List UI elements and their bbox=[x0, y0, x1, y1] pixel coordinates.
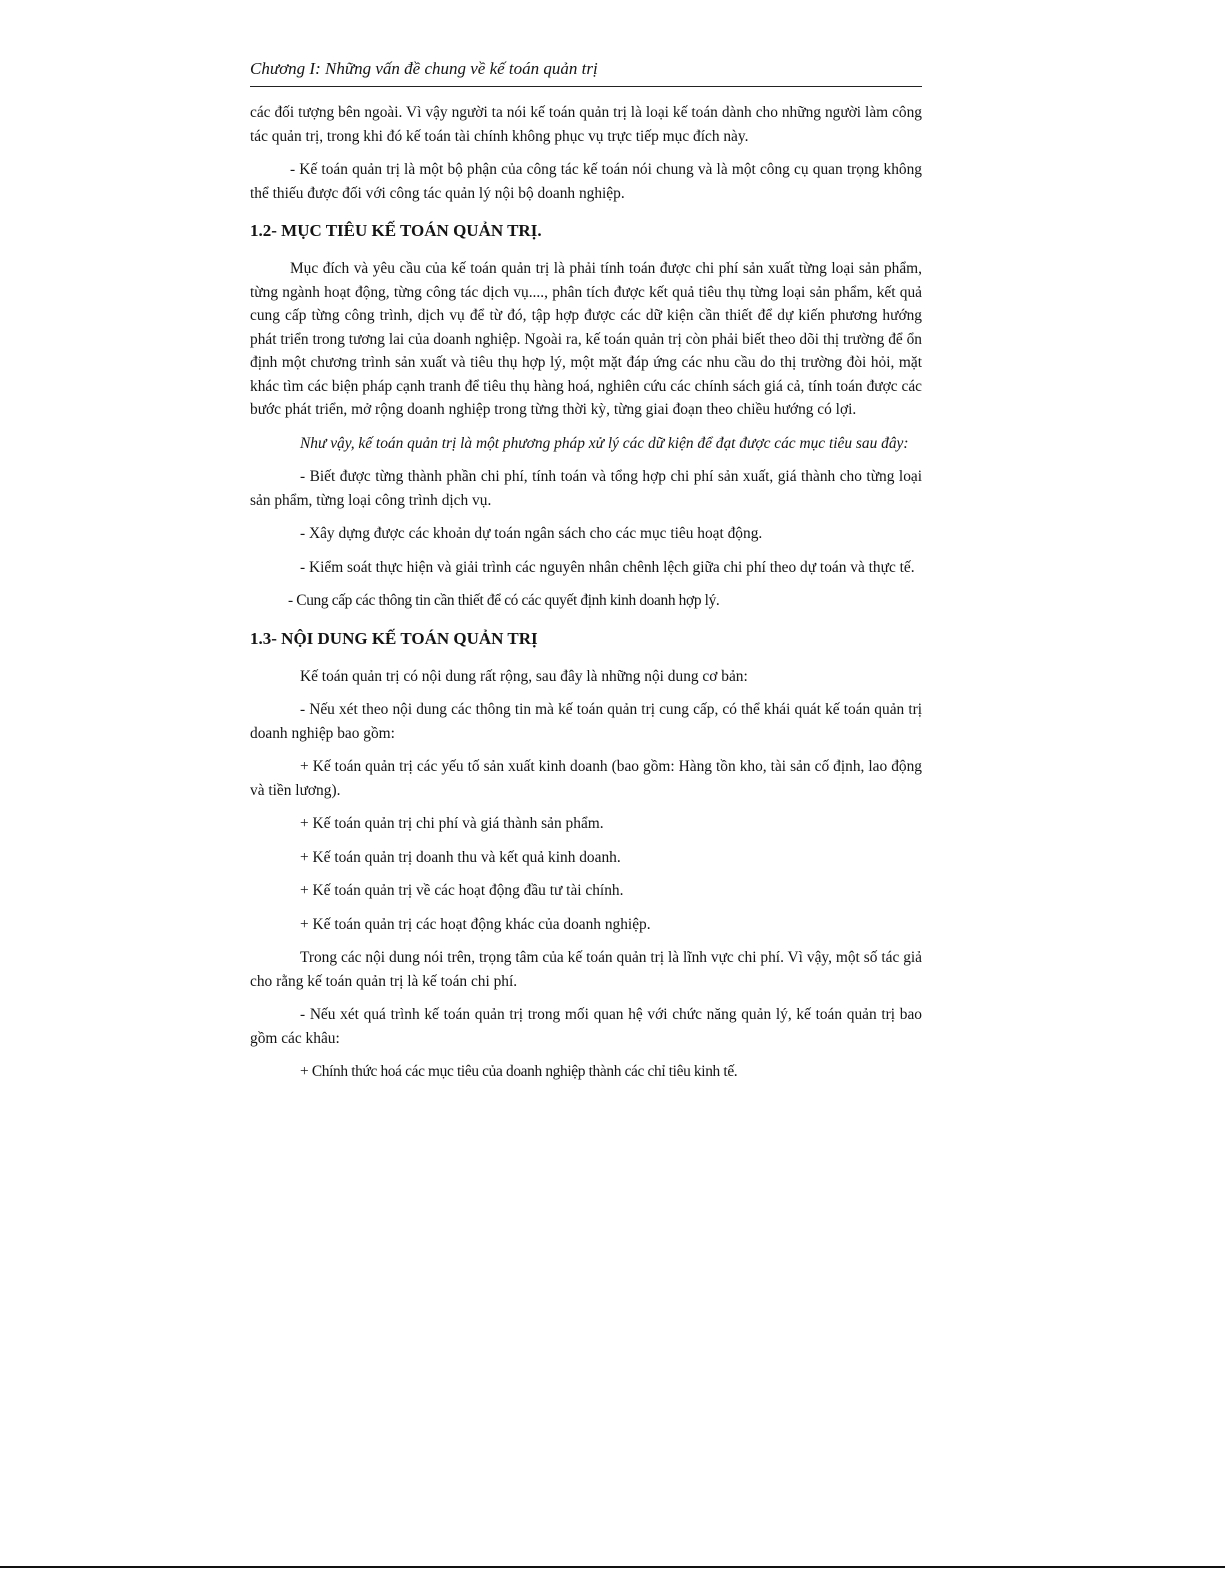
info-item-5: + Kế toán quản trị các hoạt động khác của doanh nghiệp. bbox=[300, 915, 651, 933]
goal-item-3: - Kiểm soát thực hiện và giải trình các nguyên nhân chênh lệch giữa chi phí theo dự toán và thực tế. bbox=[300, 558, 915, 576]
info-item-4: + Kế toán quản trị về các hoạt động đầu tư tài chính. bbox=[300, 882, 624, 899]
paragraph-by-information: - Nếu xét theo nội dung các thông tin mà kế toán quản trị cung cấp, có thể khái quát kế toán quản trị doanh nghiệp bao gồm: bbox=[250, 701, 922, 742]
goal-item-1: - Biết được từng thành phần chi phí, tính toán và tổng hợp chi phí sản xuất, giá thành cho từng loại sản phẩm, từng loại công trình dịch vụ. bbox=[250, 468, 922, 509]
page-bottom-border bbox=[0, 1566, 1225, 1568]
process-item-1: + Chính thức hoá các mục tiêu của doanh nghiệp thành các chỉ tiêu kinh tế. bbox=[300, 1063, 738, 1080]
section-heading-1-2: 1.2- MỤC TIÊU KẾ TOÁN QUẢN TRỊ. bbox=[250, 221, 542, 240]
document-page bbox=[250, 58, 922, 1094]
info-item-1: + Kế toán quản trị các yếu tố sản xuất kinh doanh (bao gồm: Hàng tồn kho, tài sản cố định, lao động và tiền lương). bbox=[250, 758, 922, 799]
paragraph-management-tool: - Kế toán quản trị là một bộ phận của công tác kế toán nói chung và là một công cụ quan trọng không thể thiếu được đối với công tác quản lý nội bộ doanh nghiệp. bbox=[250, 161, 922, 202]
info-item-2: + Kế toán quản trị chi phí và giá thành sản phẩm. bbox=[300, 815, 604, 832]
goal-item-4: - Cung cấp các thông tin cần thiết để có các quyết định kinh doanh hợp lý. bbox=[288, 592, 720, 609]
goal-item-2: - Xây dựng được các khoản dự toán ngân sách cho các mục tiêu hoạt động. bbox=[300, 525, 763, 542]
paragraph-content-scope: Kế toán quản trị có nội dung rất rộng, sau đây là những nội dung cơ bản: bbox=[300, 667, 748, 685]
paragraph-purpose: Mục đích và yêu cầu của kế toán quản trị là phải tính toán được chi phí sản xuất từng loại sản phẩm, từng ngành hoạt động, từng công tác dịch vụ...., phân tích được kết quả tiêu thụ từng loại sản phẩm, kết quả cung cấp từng công trình, dịch vụ để từ đó, tập hợp được các dữ kiện cần thiết để dự kiến phương hướng phát triển trong tương lai của doanh nghiệp. Ngoài ra, kế toán quản trị còn phải biết theo dõi thị trường để ổn định một chương trình sản xuất và tiêu thụ hợp lý, một mặt đáp ứng các nhu cầu do thị trường đòi hỏi, mặt khác tìm các biện pháp cạnh tranh để tiêu thụ hàng hoá, nghiên cứu các chính sách giá cả, tính toán được các bước phát triển, mở rộng doanh nghiệp trong từng thời kỳ, từng giai đoạn theo chiều hướng có lợi. bbox=[250, 260, 922, 418]
running-header: Chương I: Những vấn đề chung về kế toán quản trị bbox=[250, 58, 922, 87]
info-item-3: + Kế toán quản trị doanh thu và kết quả kinh doanh. bbox=[300, 848, 621, 866]
paragraph-cost-focus: Trong các nội dung nói trên, trọng tâm của kế toán quản trị là lĩnh vực chi phí. Vì vậy, một số tác giả cho rằng kế toán quản trị là kế toán chi phí. bbox=[250, 949, 922, 990]
paragraph-goals-intro: Như vậy, kế toán quản trị là một phương pháp xử lý các dữ kiện để đạt được các mục tiêu sau đây: bbox=[300, 434, 909, 452]
paragraph-by-process: - Nếu xét quá trình kế toán quản trị trong mối quan hệ với chức năng quản lý, kế toán quản trị bao gồm các khâu: bbox=[250, 1006, 922, 1047]
paragraph-intro-continuation: các đối tượng bên ngoài. Vì vậy người ta nói kế toán quản trị là loại kế toán dành cho những người làm công tác quản trị, trong khi đó kế toán tài chính không phục vụ trực tiếp mục đích này. bbox=[250, 104, 922, 145]
section-heading-1-3: 1.3- NỘI DUNG KẾ TOÁN QUẢN TRỊ bbox=[250, 628, 538, 648]
